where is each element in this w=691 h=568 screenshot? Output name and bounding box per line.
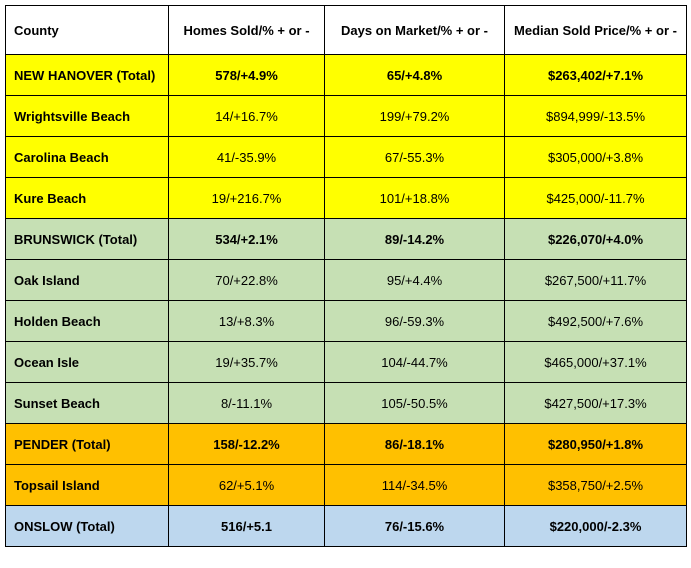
median-price-cell: $427,500/+17.3% <box>505 383 687 424</box>
median-price-cell: $358,750/+2.5% <box>505 465 687 506</box>
days-on-market-column-header: Days on Market/% + or - <box>325 6 505 55</box>
homes-sold-cell: 516/+5.1 <box>169 506 325 547</box>
homes-sold-cell: 578/+4.9% <box>169 55 325 96</box>
table-row-ocean-isle <box>6 342 687 383</box>
homes-sold-cell: 41/-35.9% <box>169 137 325 178</box>
county-cell: PENDER (Total) <box>6 424 169 465</box>
table-row-brunswick-total <box>6 219 687 260</box>
county-cell: Topsail Island <box>6 465 169 506</box>
header-row <box>6 6 687 55</box>
county-column-header: County <box>6 6 169 55</box>
days-on-market-cell: 89/-14.2% <box>325 219 505 260</box>
days-on-market-cell: 105/-50.5% <box>325 383 505 424</box>
table-row-oak-island <box>6 260 687 301</box>
days-on-market-cell: 96/-59.3% <box>325 301 505 342</box>
days-on-market-cell: 65/+4.8% <box>325 55 505 96</box>
table-row-carolina-beach <box>6 137 687 178</box>
county-cell: NEW HANOVER (Total) <box>6 55 169 96</box>
median-price-column-header: Median Sold Price/% + or - <box>505 6 687 55</box>
homes-sold-cell: 62/+5.1% <box>169 465 325 506</box>
days-on-market-cell: 86/-18.1% <box>325 424 505 465</box>
table-row-onslow-total <box>6 506 687 547</box>
table-row-holden-beach <box>6 301 687 342</box>
homes-sold-cell: 13/+8.3% <box>169 301 325 342</box>
median-price-cell: $263,402/+7.1% <box>505 55 687 96</box>
table-row-topsail-island <box>6 465 687 506</box>
homes-sold-cell: 19/+35.7% <box>169 342 325 383</box>
table-row-pender-total <box>6 424 687 465</box>
homes-sold-cell: 14/+16.7% <box>169 96 325 137</box>
median-price-cell: $280,950/+1.8% <box>505 424 687 465</box>
market-stats-table <box>5 5 687 547</box>
county-cell: Oak Island <box>6 260 169 301</box>
homes-sold-cell: 534/+2.1% <box>169 219 325 260</box>
homes-sold-cell: 70/+22.8% <box>169 260 325 301</box>
homes-sold-cell: 19/+216.7% <box>169 178 325 219</box>
county-cell: Holden Beach <box>6 301 169 342</box>
homes-sold-column-header: Homes Sold/% + or - <box>169 6 325 55</box>
median-price-cell: $492,500/+7.6% <box>505 301 687 342</box>
table-row-new-hanover-total <box>6 55 687 96</box>
days-on-market-cell: 104/-44.7% <box>325 342 505 383</box>
county-cell: Carolina Beach <box>6 137 169 178</box>
days-on-market-cell: 101/+18.8% <box>325 178 505 219</box>
median-price-cell: $465,000/+37.1% <box>505 342 687 383</box>
homes-sold-cell: 8/-11.1% <box>169 383 325 424</box>
homes-sold-cell: 158/-12.2% <box>169 424 325 465</box>
county-cell: Sunset Beach <box>6 383 169 424</box>
median-price-cell: $894,999/-13.5% <box>505 96 687 137</box>
median-price-cell: $267,500/+11.7% <box>505 260 687 301</box>
days-on-market-cell: 95/+4.4% <box>325 260 505 301</box>
days-on-market-cell: 67/-55.3% <box>325 137 505 178</box>
table-row-sunset-beach <box>6 383 687 424</box>
county-cell: Ocean Isle <box>6 342 169 383</box>
county-cell: Kure Beach <box>6 178 169 219</box>
days-on-market-cell: 114/-34.5% <box>325 465 505 506</box>
county-cell: BRUNSWICK (Total) <box>6 219 169 260</box>
median-price-cell: $226,070/+4.0% <box>505 219 687 260</box>
table-row-wrightsville-beach <box>6 96 687 137</box>
days-on-market-cell: 76/-15.6% <box>325 506 505 547</box>
table-row-kure-beach <box>6 178 687 219</box>
median-price-cell: $220,000/-2.3% <box>505 506 687 547</box>
median-price-cell: $305,000/+3.8% <box>505 137 687 178</box>
median-price-cell: $425,000/-11.7% <box>505 178 687 219</box>
county-cell: ONSLOW (Total) <box>6 506 169 547</box>
county-cell: Wrightsville Beach <box>6 96 169 137</box>
days-on-market-cell: 199/+79.2% <box>325 96 505 137</box>
